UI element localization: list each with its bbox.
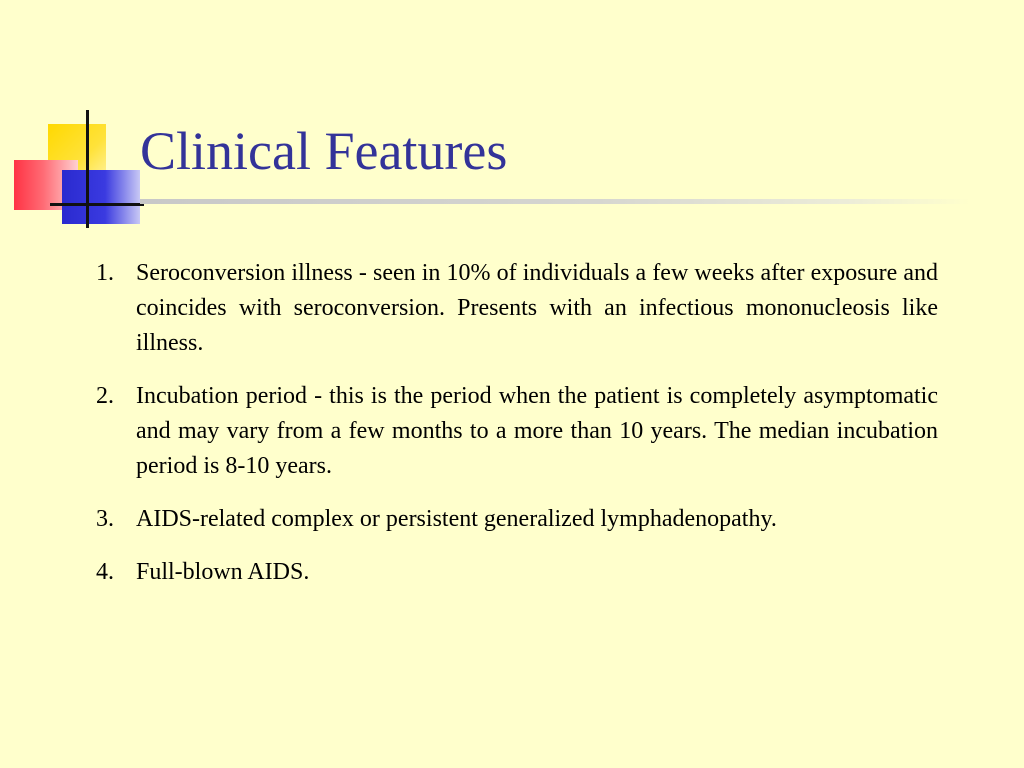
list-item [96,256,938,361]
horizontal-line [50,203,144,206]
list-item-number: 4. [96,559,114,585]
blue-square [62,170,140,224]
numbered-list [96,256,938,608]
slide-title: Clinical Features [140,121,508,181]
list-item [96,502,938,537]
list-item-number: 2. [96,383,114,409]
list-item-text: Incubation period - this is the period when the patient is completely asymptomatic and may vary from a few months to a more than 10 years. The median incubation period is 8-10 years. [136,383,938,479]
list-item-text: Seroconversion illness - seen in 10% of individuals a few weeks after exposure and coincides with seroconversion. Presents with an infectious mononucleosis like illness. [136,260,938,356]
list-item-number: 1. [96,260,114,286]
list-item-text: AIDS-related complex or persistent generalized lymphadenopathy. [136,506,777,532]
list-item [96,379,938,484]
decorative-squares-logo [0,0,150,240]
list-item [96,555,938,590]
list-item-text: Full-blown AIDS. [136,559,310,585]
vertical-line [86,110,89,228]
title-underline [140,199,970,204]
list-item-number: 3. [96,506,114,532]
